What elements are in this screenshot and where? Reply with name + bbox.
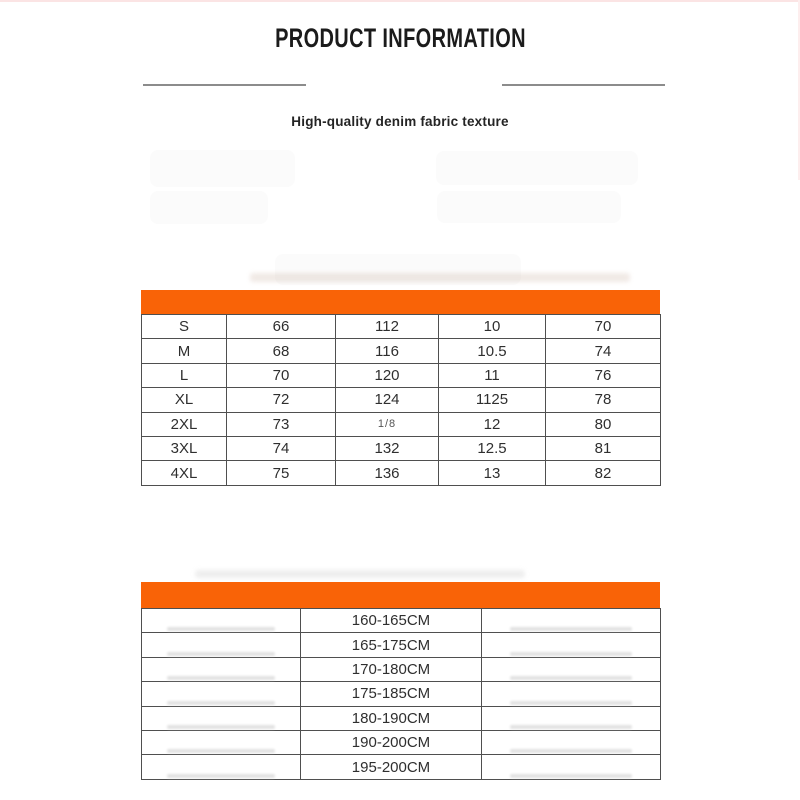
value-cell: 76 — [546, 363, 661, 387]
erased-text-smudge — [510, 676, 631, 680]
erased-cell — [142, 657, 301, 681]
value-cell: 136 — [336, 461, 439, 485]
value-cell: 74 — [227, 436, 336, 460]
value-cell: 70 — [546, 315, 661, 339]
height-range-cell: 175-185CM — [301, 682, 482, 706]
size-cell: 4XL — [142, 461, 227, 485]
erased-text-smudge — [510, 749, 631, 753]
height-chart-grid — [141, 608, 661, 780]
value-cell: 132 — [336, 436, 439, 460]
erased-text-smudge — [510, 774, 631, 778]
value-cell: 68 — [227, 339, 336, 363]
erased-cell — [482, 730, 661, 754]
height-chart-table — [141, 582, 660, 780]
height-range-cell: 165-175CM — [301, 633, 482, 657]
size-row-s — [142, 315, 661, 339]
erased-text-smudge — [510, 652, 631, 656]
erased-text-smudge — [510, 627, 631, 631]
divider-right — [502, 84, 665, 86]
erased-cell — [482, 682, 661, 706]
size-row-4xl — [142, 461, 661, 485]
value-cell: 75 — [227, 461, 336, 485]
size-row-m — [142, 339, 661, 363]
height-range-cell: 160-165CM — [301, 609, 482, 633]
value-cell: 1125 — [439, 388, 546, 412]
value-cell: 66 — [227, 315, 336, 339]
erased-cell — [482, 657, 661, 681]
value-cell: 74 — [546, 339, 661, 363]
value-cell: 1/8 — [336, 412, 439, 436]
value-cell: 112 — [336, 315, 439, 339]
divider-left — [143, 84, 306, 86]
height-row — [142, 657, 661, 681]
erased-cell — [142, 633, 301, 657]
height-row — [142, 755, 661, 779]
value-cell: 13 — [439, 461, 546, 485]
value-cell: 72 — [227, 388, 336, 412]
erased-text-haze — [250, 273, 630, 282]
value-cell: 81 — [546, 436, 661, 460]
height-row — [142, 730, 661, 754]
value-cell: 116 — [336, 339, 439, 363]
height-chart-header-bar — [141, 582, 660, 608]
height-range-cell: 170-180CM — [301, 657, 482, 681]
value-cell: 80 — [546, 412, 661, 436]
erased-cell — [142, 730, 301, 754]
height-row — [142, 706, 661, 730]
size-cell: L — [142, 363, 227, 387]
size-row-3xl — [142, 436, 661, 460]
value-cell: 120 — [336, 363, 439, 387]
height-row — [142, 609, 661, 633]
height-range-cell: 195-200CM — [301, 755, 482, 779]
size-table-body — [142, 315, 661, 486]
size-chart-table — [141, 290, 660, 486]
erased-text-smudge — [167, 701, 274, 705]
value-cell: 12 — [439, 412, 546, 436]
subtitle: High-quality denim fabric texture — [291, 114, 509, 129]
erased-text-haze — [195, 570, 525, 578]
size-cell: S — [142, 315, 227, 339]
erased-text-smudge — [510, 725, 631, 729]
value-cell: 11 — [439, 363, 546, 387]
erased-content-ghost — [437, 191, 621, 223]
size-row-2xl — [142, 412, 661, 436]
value-cell: 73 — [227, 412, 336, 436]
size-chart-header-bar — [141, 290, 660, 314]
size-row-l — [142, 363, 661, 387]
erased-text-smudge — [510, 701, 631, 705]
value-cell: 124 — [336, 388, 439, 412]
erased-cell — [482, 633, 661, 657]
value-cell: 78 — [546, 388, 661, 412]
erased-text-smudge — [167, 627, 274, 631]
top-edge-line — [0, 0, 800, 2]
value-cell: 10 — [439, 315, 546, 339]
height-row — [142, 633, 661, 657]
erased-content-ghost — [436, 151, 638, 185]
erased-cell — [482, 609, 661, 633]
erased-cell — [482, 755, 661, 779]
height-row — [142, 682, 661, 706]
size-row-xl — [142, 388, 661, 412]
erased-cell — [142, 609, 301, 633]
erased-text-smudge — [167, 676, 274, 680]
height-range-cell: 190-200CM — [301, 730, 482, 754]
value-cell: 70 — [227, 363, 336, 387]
size-cell: 2XL — [142, 412, 227, 436]
erased-cell — [142, 682, 301, 706]
erased-text-smudge — [167, 749, 274, 753]
size-cell: 3XL — [142, 436, 227, 460]
height-table-body — [142, 609, 661, 780]
erased-cell — [142, 755, 301, 779]
erased-content-ghost — [150, 150, 295, 187]
size-cell: M — [142, 339, 227, 363]
size-chart-grid — [141, 314, 661, 486]
erased-cell — [142, 706, 301, 730]
erased-text-smudge — [167, 774, 274, 778]
value-cell: 10.5 — [439, 339, 546, 363]
erased-text-smudge — [167, 725, 274, 729]
height-range-cell: 180-190CM — [301, 706, 482, 730]
erased-cell — [482, 706, 661, 730]
page-title — [0, 23, 800, 54]
value-cell: 12.5 — [439, 436, 546, 460]
erased-content-ghost — [150, 191, 268, 224]
page-title-text: PRODUCT INFORMATION — [274, 23, 526, 53]
size-cell: XL — [142, 388, 227, 412]
value-cell: 82 — [546, 461, 661, 485]
erased-text-smudge — [167, 652, 274, 656]
